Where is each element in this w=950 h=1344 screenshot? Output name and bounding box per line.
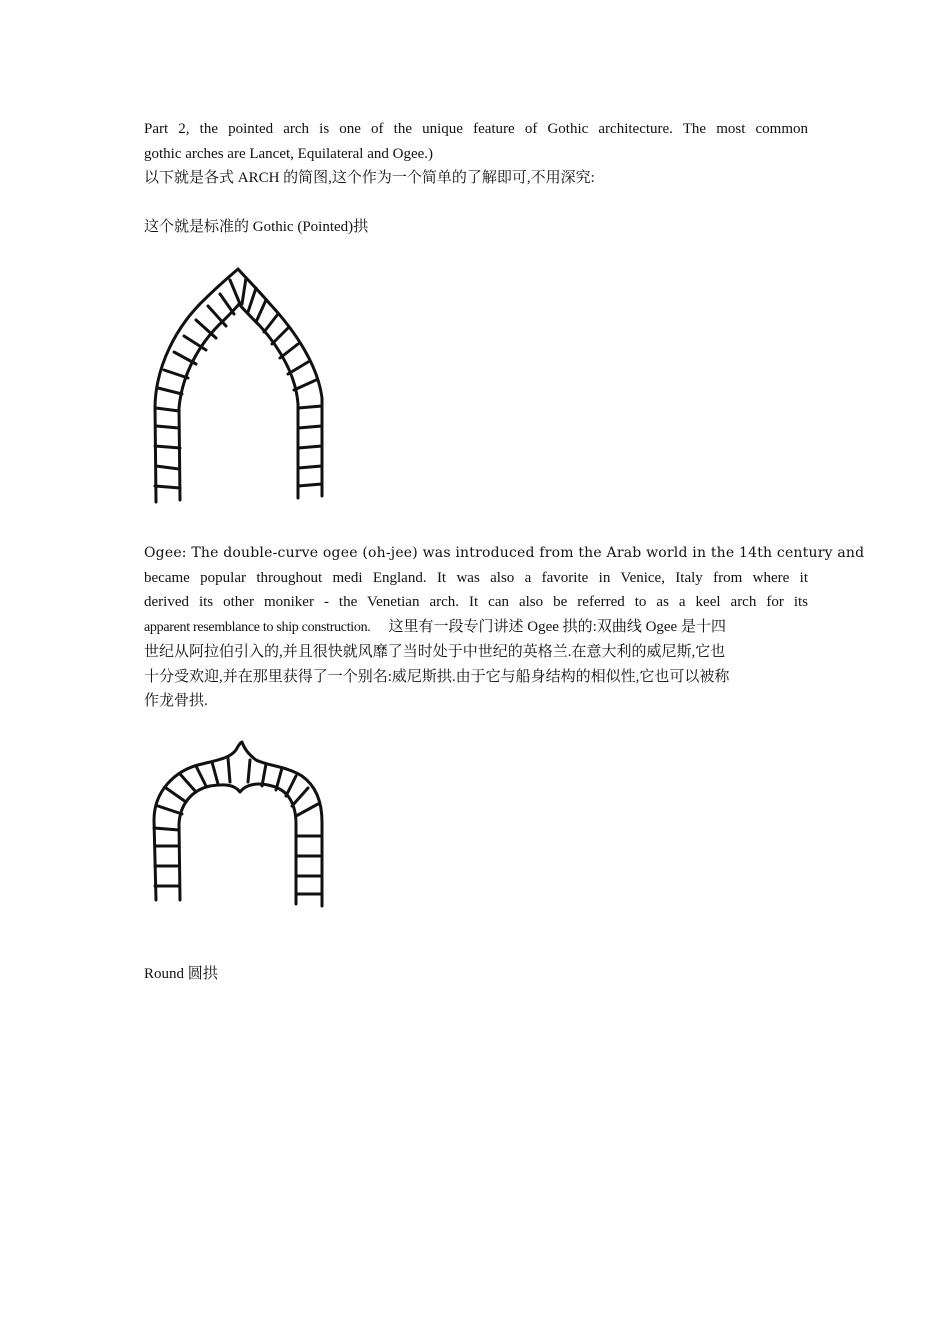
ogee-line-3: derived its other moniker - the Venetian arch. It can also be referred to as a keel arch for its [144,594,808,610]
ogee-arch-sketch [146,740,328,912]
intro-line-3: 以下就是各式 ARCH 的简图,这个作为一个简单的了解即可,不用深究: [144,170,595,186]
gothic-pointed-arch-sketch [146,266,328,506]
gothic-caption: 这个就是标准的 Gothic (Pointed)拱 [144,219,369,235]
ogee-line-6: 十分受欢迎,并在那里获得了一个别名:威尼斯拱.由于它与船身结构的相似性,它也可以被称 [144,668,730,685]
ogee-line-4-chinese: 这里有一段专门讲述 Ogee 拱的:双曲线 Ogee 是十四 [388,618,726,635]
round-caption-block [144,962,808,987]
ogee-line-7: 作龙骨拱. [144,693,208,709]
intro-line-2: gothic arches are Lancet, Equilateral and Ogee.) [144,145,434,162]
round-caption: Round 圆拱 [144,966,218,982]
ogee-line-1: Ogee: The double-curve ogee (oh-jee) was introduced from the Arab world in the 14th century and [144,545,865,561]
ogee-line-2: became popular throughout medi England. It was also a favorite in Venice, Italy from where it [144,569,808,586]
intro-line-1: Part 2, the pointed arch is one of the unique feature of Gothic architecture. The most common [144,121,808,137]
ogee-line-4-english: apparent resemblance to ship construction. [144,619,371,635]
ogee-line-4 [144,615,808,641]
ogee-line-5: 世纪从阿拉伯引入的,并且很快就风靡了当时处于中世纪的英格兰.在意大利的威尼斯,它也 [144,644,726,660]
gothic-caption-block [144,215,808,240]
intro-paragraph [144,117,808,191]
ogee-paragraph [144,541,864,714]
